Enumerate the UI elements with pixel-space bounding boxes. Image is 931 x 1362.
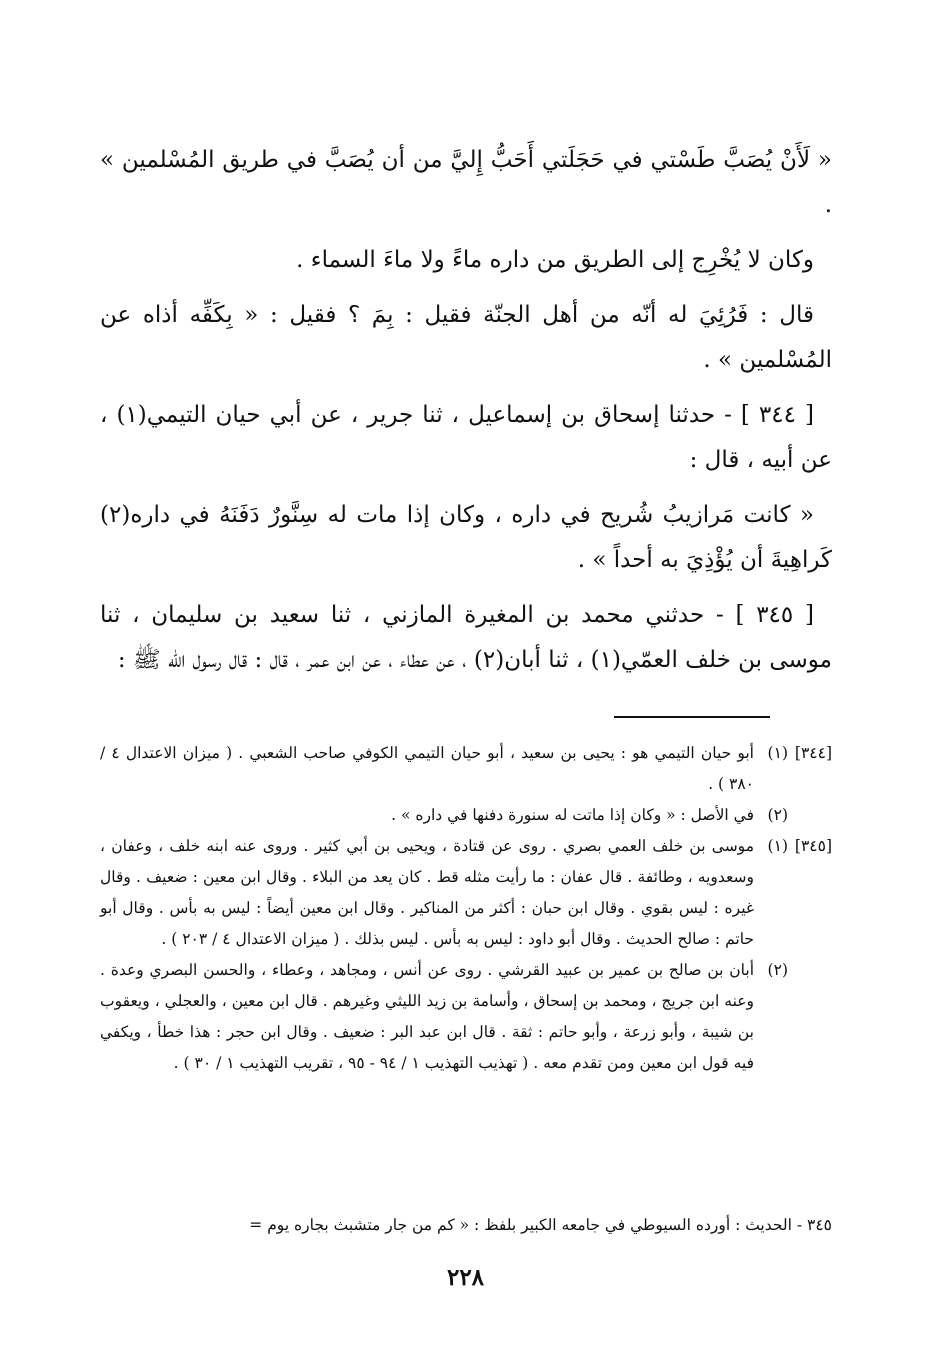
footnote-hadith-ref: [٣٤٤] bbox=[794, 744, 832, 762]
footnote-hadith-ref: [٣٤٥] bbox=[794, 837, 832, 855]
footnote-separator bbox=[614, 716, 770, 718]
footnote-hadith-ref bbox=[788, 955, 832, 1079]
hadith-344-isnad: [ ٣٤٤ ] - حدثنا إسحاق بن إسماعيل ، ثنا جرير ، عن أبي حيان التيمي(١) ، عن أبيه ، قال : bbox=[100, 402, 832, 473]
footnote bbox=[100, 800, 832, 831]
footnote-number: (١) bbox=[767, 837, 788, 855]
main-text bbox=[100, 138, 832, 693]
paragraph-paradise-dream: قال : فَرُئِيَ له أنّه من أهل الجنّة فقيل : بِمَ ؟ فقيل : « بِكَفِّه أذاه عن المُسْلمين » . bbox=[100, 302, 832, 373]
takhrij-note: ٣٤٥ - الحديث : أورده السيوطي في جامعه الكبير بلفظ : « كم من جار متشبث بجاره يوم = bbox=[249, 1216, 832, 1234]
page-number: ٢٢٨ bbox=[446, 1264, 485, 1291]
footnote bbox=[100, 831, 832, 955]
hadith-344-text: « كانت مَرازيبُ شُريح في داره ، وكان إذا مات له سِنَّورٌ دَفَنَهُ في داره(٢) كَراهِيةَ أن يُؤْذِيَ به أحداً » . bbox=[100, 502, 832, 573]
hadith-345-isnad: [ ٣٤٥ ] - حدثني محمد بن المغيرة المازني ، ثنا سعيد بن سليمان ، ثنا موسى بن خلف العمّي(١) ، ثنا أبان(٢) ، عن عطاء ، عن ابن عمر ، قال : قال رسول الله ﷺ : bbox=[100, 602, 832, 673]
footnote-number: (١) bbox=[767, 744, 788, 762]
footnote-number: (٢) bbox=[767, 806, 788, 824]
footnote-hadith-ref bbox=[788, 800, 832, 831]
footnote-number: (٢) bbox=[767, 961, 788, 979]
footnote-text: أبان بن صالح بن عمير بن عبيد القرشي . روى عن أنس ، ومجاهد ، وعطاء ، والحسن البصري وعدة . وعنه ابن جريج ، ومحمد بن إسحاق ، وأسامة بن زيد الليثي وغيرهم . قال ابن معين ، والعجلي ، ويعقوب بن شيبة ، وأبو زرعة ، وأبو حاتم : ثقة . قال ابن عبد البر : ضعيف . وقال ابن حجر : هذا خطأ ، ويكفي فيه قول ابن معين ومن تقدم معه . ( تهذيب التهذيب ١ / ٩٤ - ٩٥ ، تقريب التهذيب ١ / ٣٠ ) . bbox=[100, 961, 754, 1072]
footnote bbox=[100, 955, 832, 1079]
footnotes bbox=[100, 738, 832, 1079]
footnote-text: في الأصل : « وكان إذا ماتت له سنورة دفنها في داره » . bbox=[391, 806, 754, 824]
paragraph-quote-basin: « لَأَنْ يُصَبَّ طَسْتي في حَجَلَتي أَحَبُّ إِليَّ من أن يُصَبَّ في طريق المُسْلمين » . bbox=[100, 147, 832, 218]
paragraph-no-water: وكان لا يُخْرِج إلى الطريق من داره ماءً ولا ماءَ السماء . bbox=[296, 247, 814, 273]
footnote-text: موسى بن خلف العمي بصري . روى عن قتادة ، ويحيى بن أبي كثير . وروى عنه ابنه خلف ، وعفان ، وسعدويه ، وطائفة . قال عفان : ما رأيت مثله قط . كان يعد من البلاء . وقال ابن معين : ضعيف . وقال غيره : ليس بقوي . وقال ابن حبان : أكثر من المناكير . وقال ابن معين أيضاً : ليس به بأس . وقال أبو حاتم : صالح الحديث . وقال أبو داود : ليس به بأس . ليس بذلك . ( ميزان الاعتدال ٤ / ٢٠٣ ) . bbox=[100, 837, 754, 948]
footnote-text: أبو حيان التيمي هو : يحيى بن سعيد ، أبو حيان التيمي الكوفي صاحب الشعبي . ( ميزان الاعتدال ٤ / ٣٨٠ ) . bbox=[100, 744, 754, 793]
footnote bbox=[100, 738, 832, 800]
